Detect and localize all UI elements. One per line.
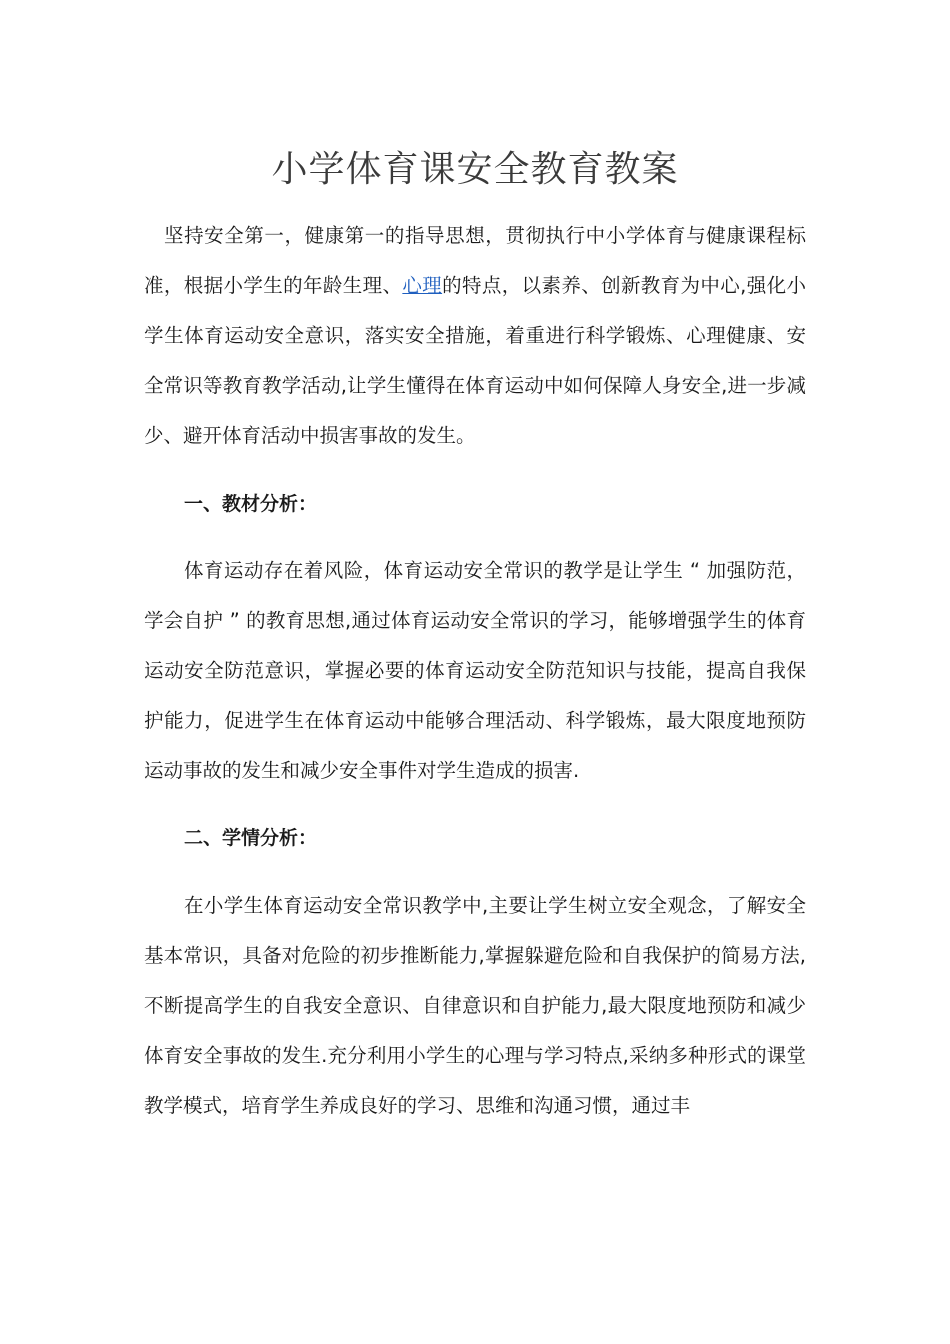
material-analysis-paragraph: 体育运动存在着风险，体育运动安全常识的教学是让学生 “ 加强防范，学会自护 ” 的教育思想,通过体育运动安全常识的学习，能够增强学生的体育运动安全防范意识，掌握必要的体育运动安全防范知识与技能，提高自我保护能力，促进学生在体育运动中能够合理活动、科学锻炼，最大限度地预防运动事故的发生和减少安全事件对学生造成的损害.	[144, 559, 806, 782]
intro-text-after-link: 的特点，以素养、创新教育为中心,强化小学生体育运动安全意识，落实安全措施，着重进行科学锻炼、心理健康、安全常识等教育教学活动,让学生懂得在体育运动中如何保障人身安全,进一步减少、避开体育活动中损害事故的发生。	[144, 274, 806, 447]
page-title: 小学体育课安全教育教案	[271, 149, 679, 190]
psychology-link[interactable]: 心理	[402, 274, 443, 297]
intro-text-before-link: 坚持安全第一，健康第一的指导思想，贯彻执行中小学体育与健康课程标准，根据小学生的年龄生理、	[144, 224, 806, 297]
student-analysis-paragraph: 在小学生体育运动安全常识教学中,主要让学生树立安全观念，了解安全基本常识，具备对危险的初步推断能力,掌握躲避危险和自我保护的简易方法,不断提高学生的自我安全意识、自律意识和自护能力,最大限度地预防和减少体育安全事故的发生.充分利用小学生的心理与学习特点,采纳多种形式的课堂教学模式，培育学生养成良好的学习、思维和沟通习惯，通过丰	[144, 894, 806, 1117]
section-heading-material-analysis: 一、教材分析：	[184, 493, 318, 515]
intro-paragraph	[144, 211, 806, 461]
section-heading-student-analysis: 二、学情分析：	[184, 827, 318, 849]
